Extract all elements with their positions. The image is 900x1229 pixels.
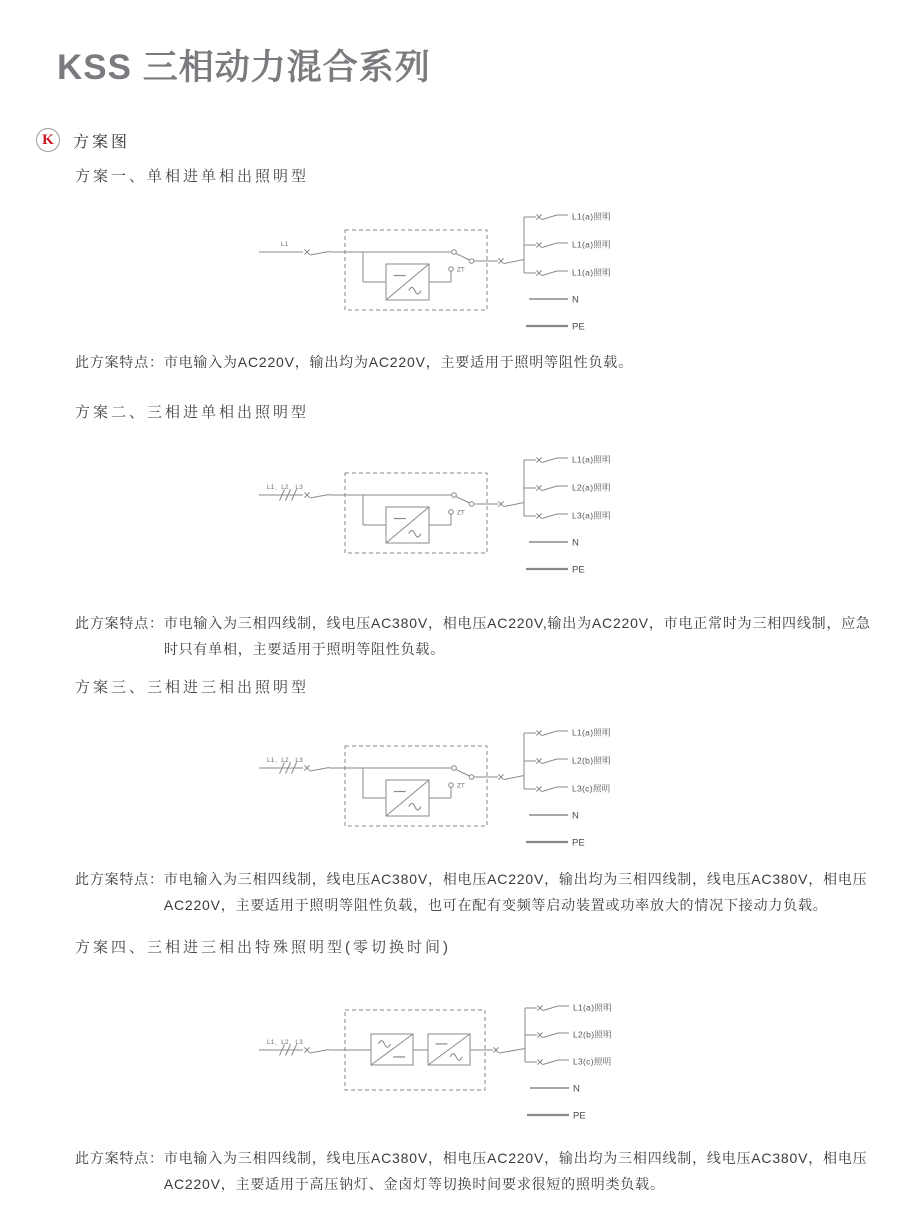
scheme-1-features bbox=[75, 349, 875, 375]
features-label: 此方案特点： bbox=[75, 354, 164, 370]
svg-text:L1、L2、L3: L1、L2、L3 bbox=[267, 757, 304, 764]
svg-text:L1、L2、L3: L1、L2、L3 bbox=[267, 1039, 304, 1046]
scheme-4-circuit-diagram bbox=[255, 985, 675, 1135]
features-text: 市电输入为三相四线制，线电压AC380V，相电压AC220V，输出均为三相四线制，线电压AC380V，相电压AC220V，主要适用于高压钠灯、金卤灯等切换时间要求很短的照明类负载。 bbox=[163, 1150, 868, 1192]
svg-text:ZT: ZT bbox=[457, 509, 465, 517]
svg-text:L1、L2、L3: L1、L2、L3 bbox=[267, 484, 304, 491]
svg-text:N: N bbox=[572, 810, 579, 822]
k-circle-badge-icon: K bbox=[36, 128, 60, 152]
svg-text:ZT: ZT bbox=[457, 782, 465, 790]
section-header bbox=[36, 128, 130, 152]
scheme-2-heading: 方案二、三相进单相出照明型 bbox=[75, 404, 310, 421]
svg-text:L1(a)照明: L1(a)照明 bbox=[573, 1002, 612, 1013]
scheme-4-heading: 方案四、三相进三相出特殊照明型(零切换时间) bbox=[75, 939, 451, 956]
svg-text:L1(a)照明: L1(a)照明 bbox=[572, 454, 611, 465]
svg-text:PE: PE bbox=[572, 564, 585, 576]
features-label: 此方案特点： bbox=[75, 871, 164, 887]
scheme-4-features bbox=[75, 1145, 875, 1197]
svg-text:PE: PE bbox=[573, 1110, 586, 1122]
svg-text:L1(a)照明: L1(a)照明 bbox=[572, 211, 611, 222]
svg-text:L2(b)照明: L2(b)照明 bbox=[572, 755, 611, 766]
svg-text:PE: PE bbox=[572, 321, 585, 333]
features-text: 市电输入为三相四线制，线电压AC380V，相电压AC220V,输出为AC220V，市电正常时为三相四线制，应急时只有单相，主要适用于照明等阻性负载。 bbox=[163, 615, 871, 657]
scheme-3-heading: 方案三、三相进三相出照明型 bbox=[75, 679, 310, 696]
scheme-1-circuit-diagram bbox=[255, 202, 675, 352]
section-title: 方案图 bbox=[73, 133, 131, 151]
scheme-3-features bbox=[75, 866, 875, 918]
svg-text:N: N bbox=[573, 1083, 580, 1095]
svg-text:L2(a)照明: L2(a)照明 bbox=[572, 482, 611, 493]
features-text: 市电输入为AC220V，输出均为AC220V，主要适用于照明等阻性负载。 bbox=[163, 354, 633, 370]
svg-text:PE: PE bbox=[572, 837, 585, 849]
svg-text:L1: L1 bbox=[281, 241, 289, 248]
svg-text:L1(a)照明: L1(a)照明 bbox=[572, 239, 611, 250]
scheme-2-features bbox=[75, 610, 875, 662]
svg-text:L1(a)照明: L1(a)照明 bbox=[572, 727, 611, 738]
features-text: 市电输入为三相四线制，线电压AC380V，相电压AC220V，输出均为三相四线制，线电压AC380V，相电压AC220V，主要适用于照明等阻性负载，也可在配有变频等启动装置或功率放大的情况下接动力负载。 bbox=[163, 871, 868, 913]
features-label: 此方案特点： bbox=[75, 615, 164, 631]
svg-text:L1(a)照明: L1(a)照明 bbox=[572, 267, 611, 278]
scheme-3-circuit-diagram bbox=[255, 718, 675, 868]
svg-text:L3(c)照明: L3(c)照明 bbox=[572, 783, 611, 794]
page-title: KSS 三相动力混合系列 bbox=[57, 48, 431, 87]
features-label: 此方案特点： bbox=[75, 1150, 164, 1166]
svg-text:L2(b)照明: L2(b)照明 bbox=[573, 1029, 612, 1040]
svg-text:ZT: ZT bbox=[457, 266, 465, 274]
svg-text:L3(c)照明: L3(c)照明 bbox=[573, 1056, 612, 1067]
scheme-1-heading: 方案一、单相进单相出照明型 bbox=[75, 168, 310, 185]
svg-text:N: N bbox=[572, 537, 579, 549]
svg-text:N: N bbox=[572, 294, 579, 306]
scheme-2-circuit-diagram bbox=[255, 445, 675, 595]
svg-text:L3(a)照明: L3(a)照明 bbox=[572, 510, 611, 521]
